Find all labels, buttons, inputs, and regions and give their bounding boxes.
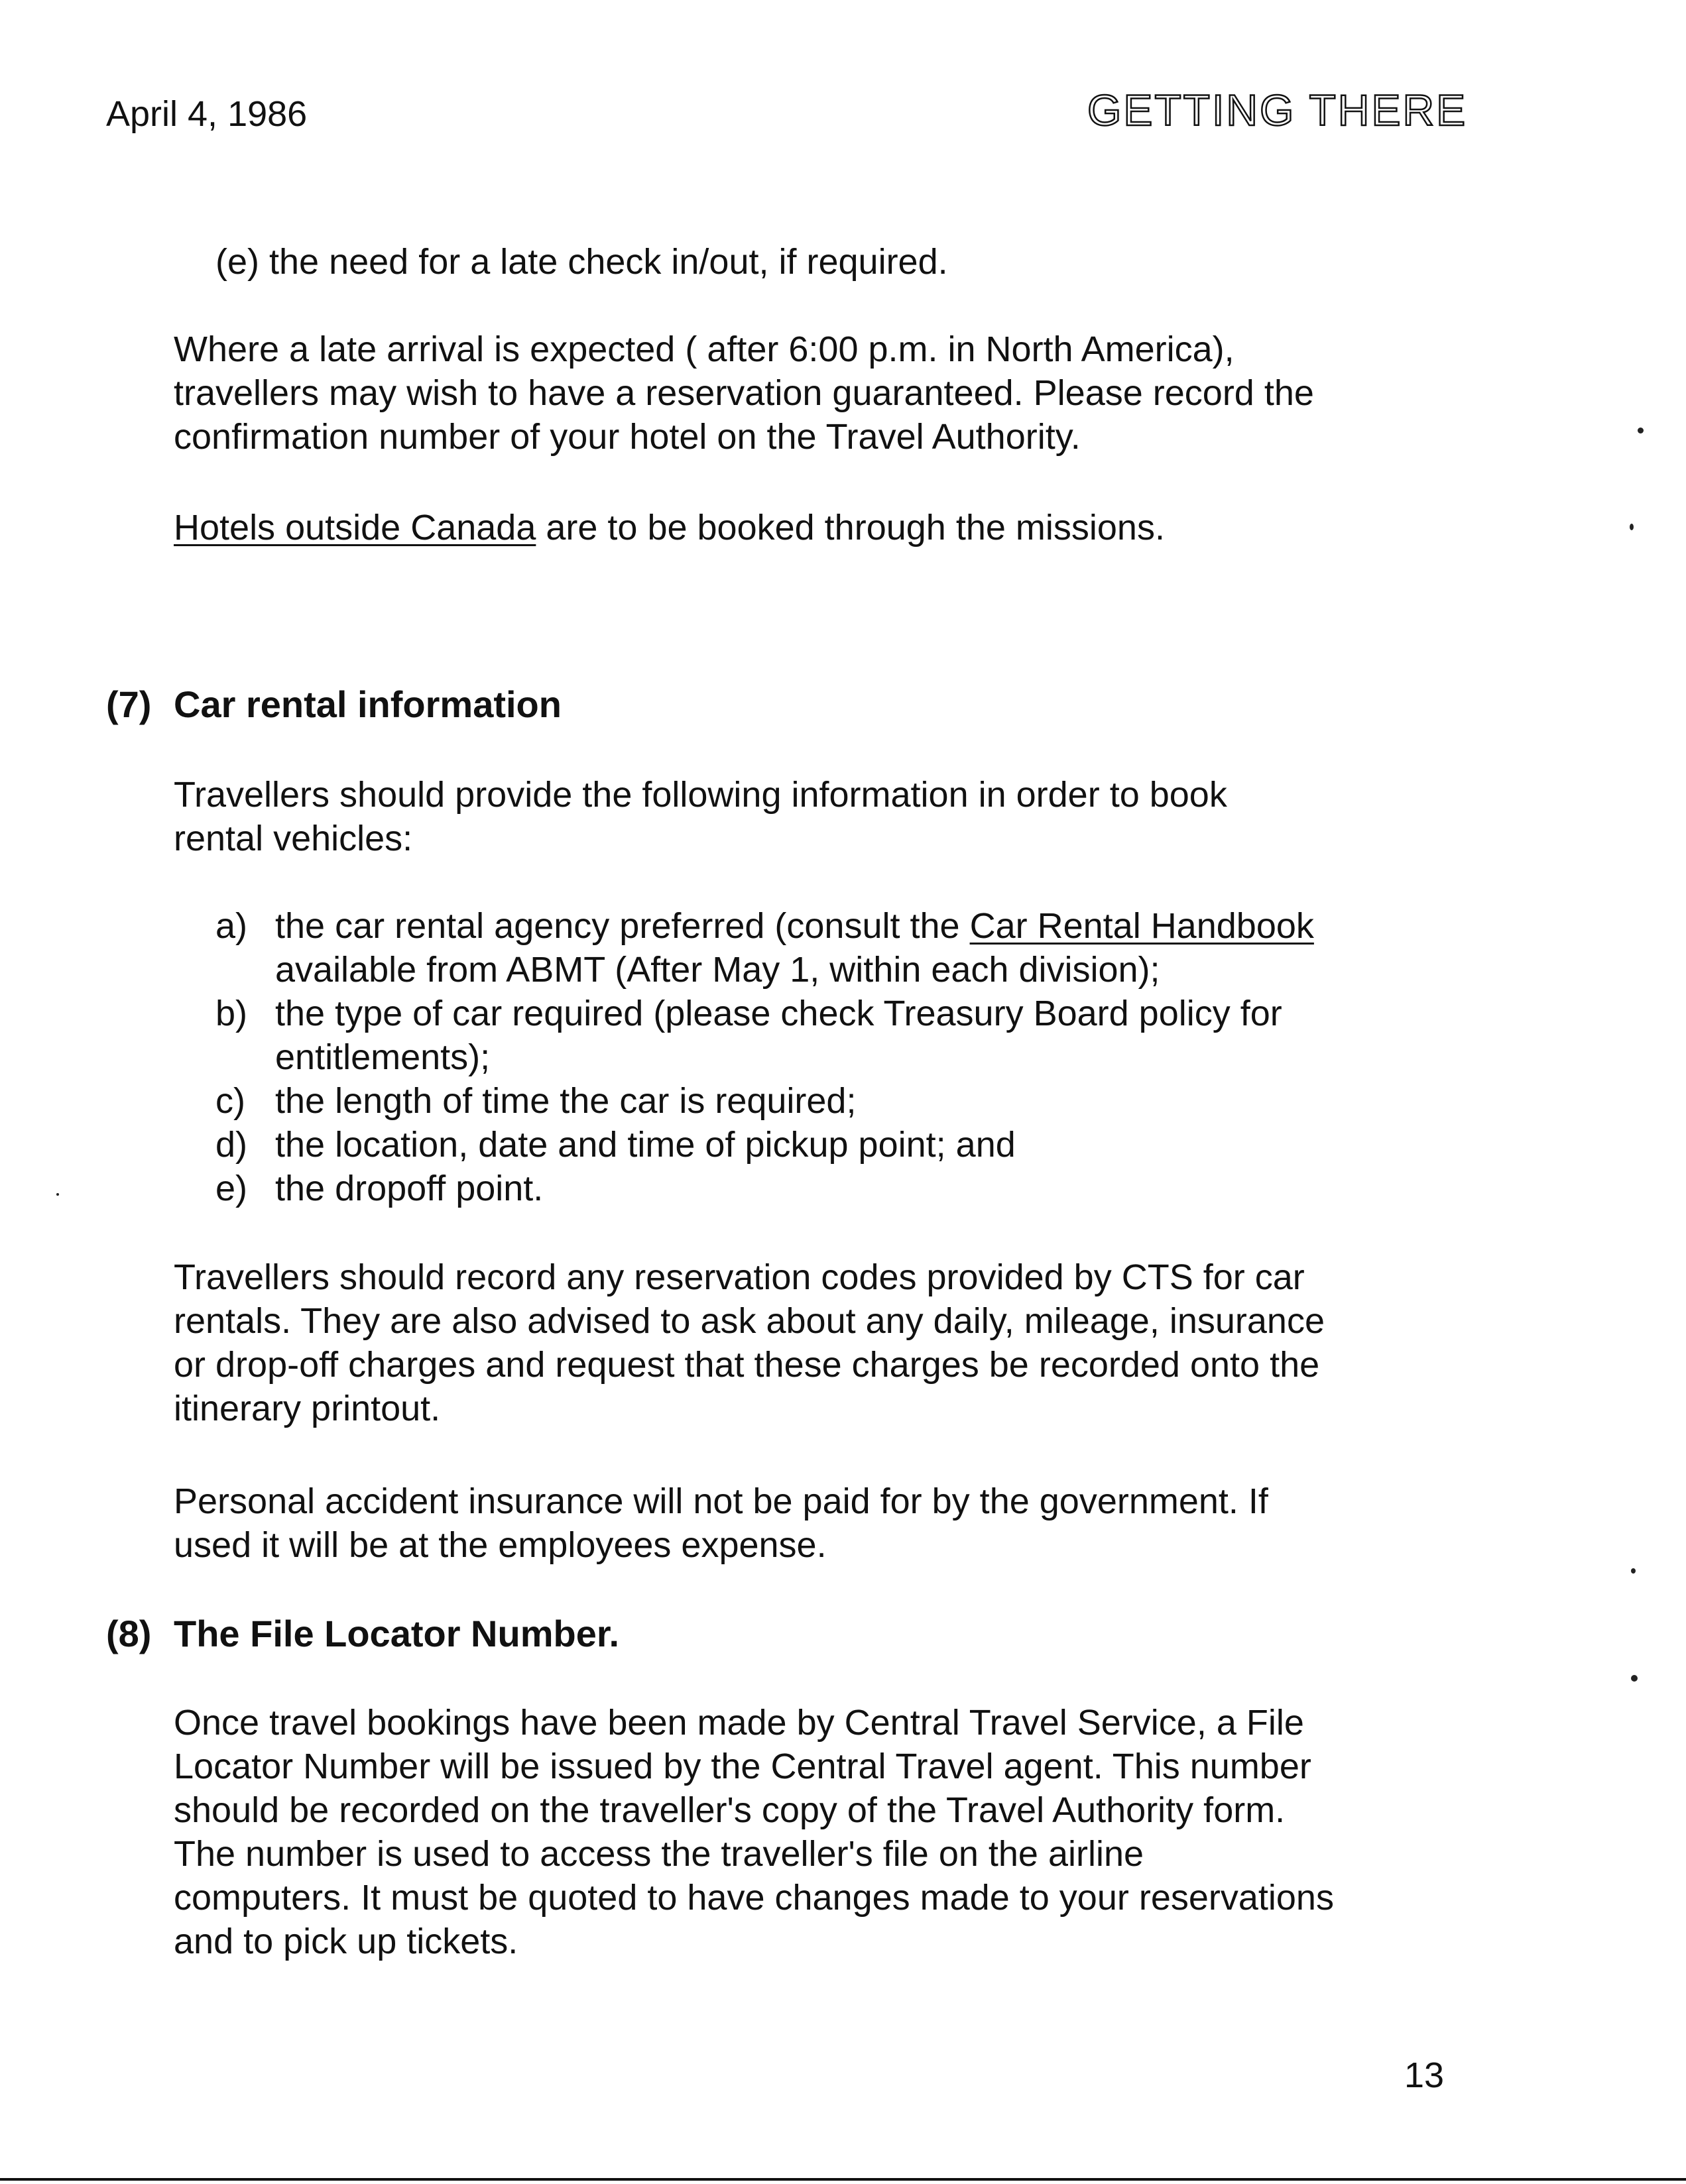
paragraph-line: should be recorded on the traveller's copy of the Travel Authority form. (174, 1790, 1286, 1830)
page-number: 13 (1404, 2055, 1445, 2095)
paragraph-line: Where a late arrival is expected ( after 6:00 p.m. in North America), (174, 329, 1234, 369)
section-8-heading (106, 1612, 619, 1656)
paragraph-line: travellers may wish to have a reservation guaranteed. Please record the (174, 373, 1314, 413)
list-item-line (275, 904, 1475, 948)
page-bottom-edge (0, 2178, 1686, 2181)
car-rental-handbook-link[interactable]: Car Rental Handbook (969, 906, 1314, 946)
list-item-line: the length of time the car is required; (275, 1081, 857, 1121)
paragraph-line (174, 506, 1473, 549)
header-title: GETTING THERE (1087, 86, 1468, 135)
list-item-text: the car rental agency preferred (consult the (275, 906, 970, 946)
scan-speck (1638, 428, 1644, 433)
list-item-marker: b) (215, 994, 248, 1033)
paragraph-line: confirmation number of your hotel on the Travel Authority. (174, 417, 1081, 457)
car-rental-intro-paragraph (174, 773, 1473, 860)
scan-speck (1631, 1568, 1636, 1574)
paragraph-line: itinerary printout. (174, 1389, 441, 1428)
paragraph-line: and to pick up tickets. (174, 1922, 518, 1961)
paragraph-line: The number is used to access the traveller's file on the airline (174, 1834, 1144, 1874)
section-8-title: The File Locator Number. (174, 1613, 620, 1654)
list-item-line: entitlements); (275, 1037, 491, 1077)
list-item-line: available from ABMT (After May 1, within each division); (275, 950, 1160, 990)
section-7-number: (7) (106, 683, 152, 725)
hotels-outside-rest: are to be booked through the missions. (536, 508, 1165, 547)
list-item-line: the location, date and time of pickup point; and (275, 1125, 1016, 1165)
paragraph-line: rental vehicles: (174, 819, 413, 858)
car-rental-requirements-list (215, 904, 1475, 1210)
reservation-codes-paragraph (174, 1255, 1473, 1430)
list-item (215, 904, 1475, 992)
list-item-marker: e) (215, 1169, 248, 1208)
list-item (215, 992, 1475, 1079)
list-item (215, 1167, 1475, 1210)
list-item-marker: a) (215, 906, 248, 946)
paragraph-line: rentals. They are also advised to ask about any daily, mileage, insurance (174, 1301, 1325, 1341)
section-7-title: Car rental information (174, 683, 562, 725)
list-item-marker: c) (215, 1081, 245, 1121)
header-date: April 4, 1986 (106, 94, 308, 134)
paragraph-line: used it will be at the employees expense. (174, 1525, 827, 1565)
list-item-marker: d) (215, 1125, 248, 1165)
list-item-line: the dropoff point. (275, 1169, 544, 1208)
accident-insurance-paragraph (174, 1479, 1473, 1567)
section-7-heading (106, 683, 562, 726)
scan-speck (1631, 1675, 1638, 1682)
hotels-outside-canada-link[interactable]: Hotels outside Canada (174, 508, 536, 547)
scan-speck (1630, 524, 1634, 530)
late-arrival-paragraph (174, 327, 1473, 459)
list-item (215, 1123, 1475, 1167)
paragraph-line: computers. It must be quoted to have changes made to your reservations (174, 1878, 1334, 1918)
paragraph-line: Personal accident insurance will not be paid for by the government. If (174, 1481, 1268, 1521)
paragraph-line: or drop-off charges and request that these charges be recorded onto the (174, 1345, 1320, 1385)
list-item-e-late-check: (e) the need for a late check in/out, if required. (215, 242, 948, 282)
section-8-number: (8) (106, 1613, 152, 1654)
file-locator-paragraph (174, 1701, 1473, 1963)
hotels-outside-paragraph (174, 506, 1473, 549)
paragraph-line: Travellers should provide the following information in order to book (174, 775, 1227, 815)
list-item (215, 1079, 1475, 1123)
scan-speck (56, 1193, 59, 1196)
paragraph-line: Travellers should record any reservation codes provided by CTS for car (174, 1257, 1305, 1297)
paragraph-line: Once travel bookings have been made by Central Travel Service, a File (174, 1703, 1304, 1743)
paragraph-line: Locator Number will be issued by the Central Travel agent. This number (174, 1747, 1311, 1786)
list-item-line: the type of car required (please check Treasury Board policy for (275, 994, 1282, 1033)
